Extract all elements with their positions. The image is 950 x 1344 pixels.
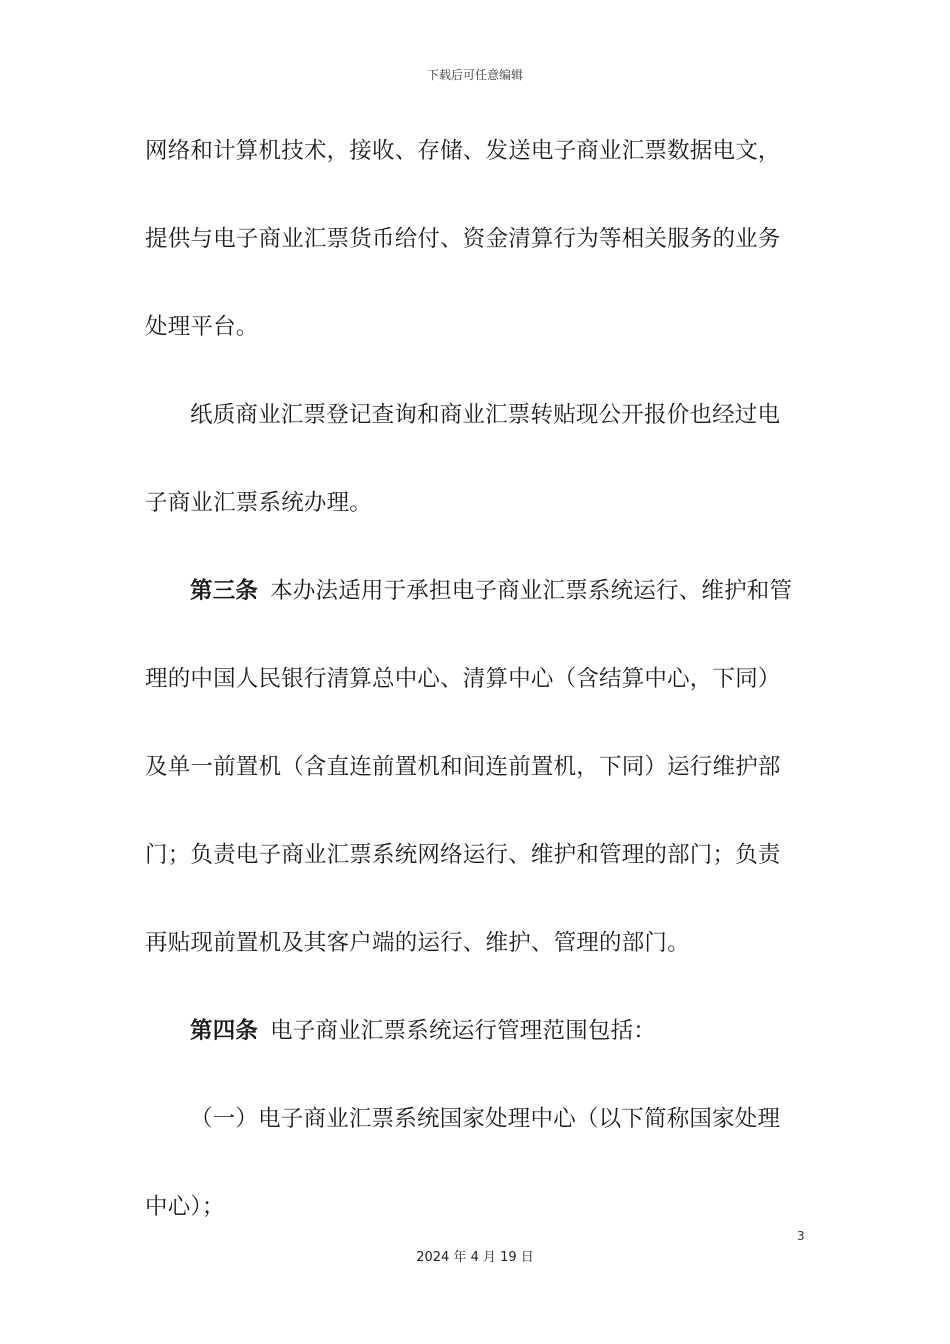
page-header: 下载后可任意编辑 [426, 68, 523, 82]
footer-date: 2024 年 4 月 19 日 [416, 1250, 534, 1265]
paragraph-1-line-1: 网络和计算机技术，接收、存储、发送电子商业汇票数据电文， [145, 138, 781, 164]
article-3-line-2: 理的中国人民银行清算总中心、清算中心（含结算中心，下同） [145, 666, 781, 692]
paragraph-1-line-2: 提供与电子商业汇票货币给付、资金清算行为等相关服务的业务 [145, 226, 781, 252]
article-4-heading: 第四条 [190, 1018, 259, 1044]
article-3-line-4: 门；负责电子商业汇票系统网络运行、维护和管理的部门；负责 [145, 842, 781, 868]
paragraph-2-line-1: 纸质商业汇票登记查询和商业汇票转贴现公开报价也经过电 [190, 402, 781, 428]
article-3-heading: 第三条 [190, 578, 259, 604]
paragraph-2-line-2: 子商业汇票系统办理。 [145, 490, 373, 516]
article-3-line-1: 本办法适用于承担电子商业汇票系统运行、维护和管 [270, 578, 793, 604]
article-3-line-5: 再贴现前置机及其客户端的运行、维护、管理的部门。 [145, 930, 690, 956]
article-3-line-3: 及单一前置机（含直连前置机和间连前置机，下同）运行维护部 [145, 754, 781, 780]
page-number: 3 [797, 1229, 805, 1243]
article-3-first-line [145, 569, 810, 657]
paragraph-1-line-3: 处理平台。 [145, 314, 259, 340]
item-1-line-2: 中心）； [145, 1194, 225, 1220]
article-4-first-line [145, 1009, 810, 1097]
article-4-line-1: 电子商业汇票系统运行管理范围包括： [270, 1018, 657, 1044]
item-1-line-1: （一）电子商业汇票系统国家处理中心（以下简称国家处理 [190, 1106, 781, 1132]
document-body [145, 129, 810, 1273]
